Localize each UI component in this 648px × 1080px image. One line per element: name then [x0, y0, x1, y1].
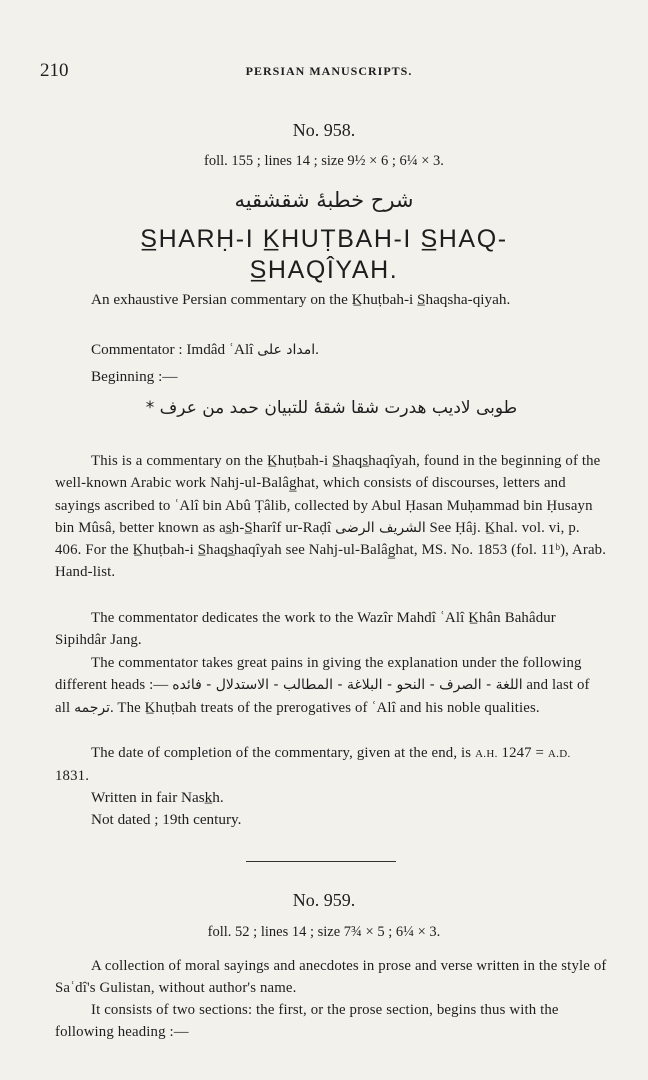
completion-text-b: 1247 = — [501, 745, 545, 761]
commentary-paragraph — [55, 450, 608, 584]
commentary-text-a: This is a commentary on the K̲huṭbah-i S̲haqs̲haqîyah, found in the beginning of the well-known Arabic work Nahj-ul-Balâg̲hat, which consists of discourses, letters and sayings ascribed to ʿAlî bin Abû Ṭâlib, collected by Abul Ḥasan Muḥammad bin Ḥusayn bin Mûsâ, better known as as̲h-S̲harîf ur-Raḍî — [55, 453, 601, 536]
sections-paragraph: It consists of two sections: the first, or the prose section, begins thus with the following heading :— — [55, 1002, 559, 1041]
running-title: PERSIAN MANUSCRIPTS. — [245, 64, 413, 78]
commentator-persian: امداد علی — [257, 342, 316, 358]
heads-text-b: and last of all — [55, 677, 590, 716]
beginning-label: Beginning :— — [91, 368, 178, 385]
completion-text-a: The date of completion of the commentary, given at the end, is — [91, 745, 472, 761]
title-latin-line-1: S̲HARḤ-I K̲HUṬBAH-I S̲HAQ- — [140, 225, 508, 253]
dedication-paragraph: The commentator dedicates the work to the Wazîr Mahdî ʿAlî K̲hân Bahâdur Sipihdâr Jang. — [55, 610, 556, 649]
script-note: Written in fair Nask̲h. — [91, 789, 224, 806]
commentator-label: Commentator : Imdâd ʿAlî — [91, 341, 254, 358]
commentator-end: . — [315, 341, 319, 358]
entry-number-959: No. 959. — [292, 890, 356, 910]
running-head — [40, 60, 618, 84]
title-persian: شرح خطبهٔ شقشقیه — [234, 188, 414, 212]
title-latin-line-2: S̲HAQÎYAH. — [249, 256, 399, 284]
foliation-958: foll. 155 ; lines 14 ; size 9½ × 6 ; 6¼ × 3. — [204, 153, 444, 169]
era-ah: A.H. — [475, 748, 498, 760]
era-ad: A.D. — [547, 748, 571, 760]
entry-divider — [246, 861, 396, 862]
heads-text-a: The commentator takes great pains in giving the explanation under the following different heads :— — [55, 655, 582, 694]
entry-number-958: No. 958. — [292, 120, 356, 140]
heads-arabic-translation: ترجمه — [74, 699, 110, 716]
page-number: 210 — [40, 60, 69, 81]
collection-paragraph: A collection of moral sayings and anecdotes in prose and verse written in the style of Saʿdî's Gulistan, without author's name. — [55, 958, 607, 997]
title-latin — [40, 224, 608, 286]
completion-text-c: 1831. — [55, 768, 90, 785]
commentary-text-b: See Ḥâj. K̲hal. vol. vi, p. 406. For the K̲huṭbah-i S̲haqs̲haqîyah see Nahj-ul-Balâg̲hat, MS. No. 1853 (fol. 11ᵇ), Arab. Hand-list. — [55, 519, 607, 581]
beginning-text: طوبی لادیب هدرت شقا شقهٔ للتبیان حمد من عرف * — [145, 398, 518, 418]
description: An exhaustive Persian commentary on the K̲huṭbah-i S̲haqsha-qiyah. — [91, 291, 511, 308]
date-note: Not dated ; 19th century. — [91, 811, 242, 828]
foliation-959: foll. 52 ; lines 14 ; size 7¾ × 5 ; 6¼ × 3. — [207, 924, 441, 940]
heads-arabic-list: اللغة - الصرف - النحو - البلاغة - المطالب - الاستدلال - فائده — [172, 677, 523, 694]
completion-date-paragraph — [55, 742, 608, 788]
heads-paragraph — [55, 652, 608, 719]
commentator-line — [55, 339, 608, 361]
commentary-arabic-name: الشریف الرضی — [335, 519, 426, 536]
heads-text-c: . The K̲huṭbah treats of the prerogatives of ʿAlî and his noble qualities. — [109, 699, 540, 716]
